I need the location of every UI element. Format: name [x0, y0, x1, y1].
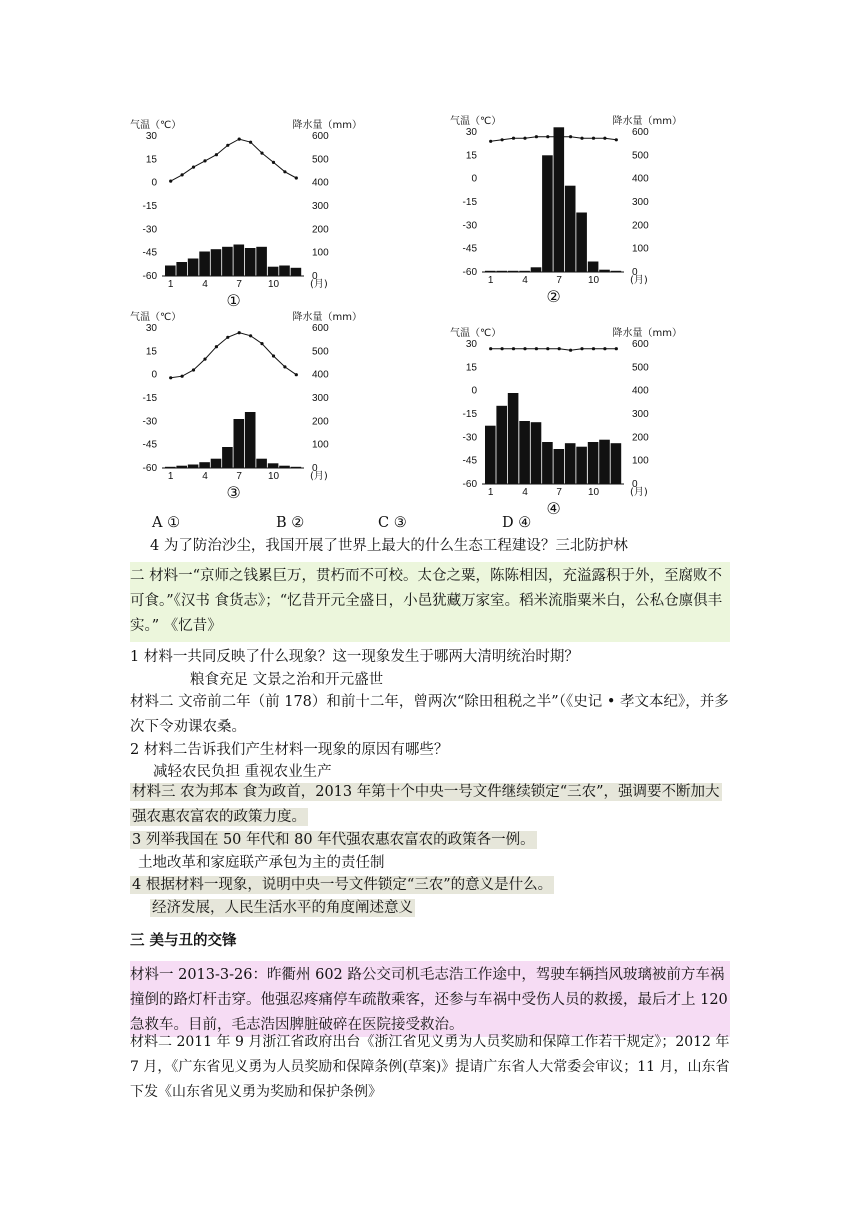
precipitation-tick-label: 100 [312, 439, 329, 451]
month-tick-label: 1 [487, 275, 494, 286]
month-tick-label: 7 [236, 471, 242, 482]
precipitation-bar [268, 463, 279, 468]
precipitation-bar [222, 247, 233, 276]
temperature-point [546, 347, 549, 350]
temperature-point [203, 358, 206, 361]
precipitation-bar [554, 127, 565, 272]
precipitation-axis-title: 降水量（mm） [612, 328, 682, 339]
temperature-point [558, 347, 561, 350]
temperature-point [226, 336, 229, 339]
temperature-tick-label: 30 [145, 131, 157, 142]
precipitation-bar [542, 155, 553, 272]
section2-q4-wrap [130, 873, 554, 898]
temperature-tick-label: -60 [142, 463, 157, 474]
chart-number-label: ④ [546, 499, 561, 516]
temperature-point [283, 170, 286, 173]
temperature-point [569, 349, 572, 352]
temperature-point [603, 347, 606, 350]
precipitation-bar [268, 267, 279, 276]
temperature-point [272, 354, 275, 357]
temperature-point [569, 135, 572, 138]
precipitation-tick-label: 500 [312, 346, 329, 358]
section2-a1: 粮食充足 文景之治和开元盛世 [190, 672, 384, 688]
temperature-point [501, 138, 504, 141]
month-unit-label: (月) [630, 487, 648, 498]
precipitation-bar [256, 247, 267, 276]
section2-a4: 经济发展，人民生活水平的角度阐述意义 [152, 900, 413, 916]
temperature-tick-label: -30 [462, 220, 477, 232]
temperature-tick-label: -60 [462, 267, 477, 278]
option-a[interactable]: A ① [152, 515, 181, 531]
section2-q2: 2 材料二告诉我们产生材料一现象的原因有哪些？ [130, 742, 449, 758]
temperature-point [249, 334, 252, 337]
chart-svg [450, 114, 690, 304]
precipitation-tick-label: 400 [632, 173, 649, 185]
option-b[interactable]: B ② [276, 515, 305, 531]
section2-a3: 土地改革和家庭联产承包为主的责任制 [138, 855, 385, 871]
temperature-point [558, 135, 561, 138]
temperature-tick-label: 0 [471, 385, 477, 397]
temperature-tick-label: -15 [142, 393, 157, 404]
precipitation-tick-label: 100 [632, 455, 649, 467]
temperature-tick-label: 0 [151, 369, 157, 381]
section2-material1: 二 材料一“京师之钱累巨万，贯朽而不可校。太仓之粟，陈陈相因，充溢露积于外，至腐败不可食。”《汉书 食货志》；“忆昔开元全盛日，小邑犹藏万家室。稻米流脂粟米白，公私仓廪俱丰实。” 《忆昔》 [130, 562, 730, 642]
temperature-point [181, 375, 184, 378]
temperature-tick-label: -45 [142, 439, 157, 451]
precipitation-tick-label: 200 [312, 416, 329, 428]
month-tick-label: 4 [202, 279, 208, 290]
section2-q1: 1 材料一共同反映了什么现象？这一现象发生于哪两大清明统治时期？ [130, 649, 579, 665]
temperature-point [215, 153, 218, 156]
temperature-curve [171, 333, 297, 378]
precipitation-bar [519, 421, 530, 484]
precipitation-tick-label: 100 [632, 243, 649, 255]
month-tick-label: 10 [587, 275, 600, 286]
temperature-point [523, 137, 526, 140]
precipitation-bar [554, 449, 565, 484]
temperature-point [501, 347, 504, 350]
precipitation-bar [588, 262, 599, 273]
temperature-tick-label: -30 [142, 416, 157, 428]
temperature-point [295, 176, 298, 179]
temperature-point [603, 137, 606, 140]
precipitation-bar [211, 459, 222, 468]
precipitation-axis-title: 降水量（mm） [292, 120, 362, 131]
precipitation-tick-label: 200 [312, 224, 329, 236]
option-d[interactable]: D ④ [502, 515, 532, 531]
precipitation-bar [565, 443, 576, 484]
temperature-point [535, 347, 538, 350]
temperature-point [512, 137, 515, 140]
temperature-point [592, 347, 595, 350]
temperature-point [615, 347, 618, 350]
climate-chart-2 [450, 114, 690, 304]
precipitation-bar [576, 213, 587, 273]
precipitation-tick-label: 400 [312, 177, 329, 189]
chart-number-label: ③ [226, 483, 241, 500]
precipitation-bar [222, 447, 233, 468]
month-tick-label: 7 [236, 279, 242, 290]
temperature-point [489, 140, 492, 143]
precipitation-tick-label: 600 [632, 127, 649, 138]
temperature-point [260, 342, 263, 345]
section2-material3-text: 材料三 农为邦本 食为政首，2013 年第十个中央一号文件继续锁定“三农”，强调要不断加大强农惠农富农的政策力度。 [132, 784, 720, 825]
temperature-point [226, 144, 229, 147]
precipitation-bar [588, 442, 599, 484]
temperature-tick-label: 30 [465, 339, 477, 350]
temperature-axis-title: 气温（℃） [450, 116, 502, 127]
temperature-point [203, 159, 206, 162]
temperature-axis-title: 气温（℃） [130, 120, 182, 131]
temperature-tick-label: -15 [142, 201, 157, 212]
climate-chart-1 [130, 118, 370, 308]
temperature-tick-label: 15 [465, 150, 477, 162]
temperature-point [169, 180, 172, 183]
section2-q4: 4 根据材料一现象，说明中央一号文件锁定“三农”的意义是什么。 [132, 877, 553, 893]
precipitation-bar [542, 442, 553, 484]
temperature-point [249, 141, 252, 144]
precipitation-bar [188, 259, 199, 277]
precipitation-bar [245, 248, 256, 276]
climate-chart-4 [450, 326, 690, 516]
climate-chart-3 [130, 310, 370, 500]
precipitation-tick-label: 400 [632, 385, 649, 397]
precipitation-bar [165, 266, 176, 277]
precipitation-bar [508, 393, 519, 484]
temperature-point [580, 137, 583, 140]
temperature-tick-label: -45 [142, 247, 157, 259]
chart-svg [450, 326, 690, 516]
precipitation-tick-label: 500 [312, 154, 329, 166]
chart-svg [130, 118, 370, 308]
temperature-tick-label: -60 [142, 271, 157, 282]
month-tick-label: 10 [267, 471, 280, 482]
precipitation-bar [199, 252, 210, 277]
precipitation-tick-label: 100 [312, 247, 329, 259]
chart-number-label: ① [226, 291, 241, 308]
temperature-tick-label: 15 [145, 154, 157, 166]
section2-a2: 减轻农民负担 重视农业生产 [153, 764, 332, 780]
month-tick-label: 7 [556, 275, 562, 286]
temperature-tick-label: -45 [462, 455, 477, 467]
section2-material3 [130, 780, 730, 830]
precipitation-bar [199, 462, 210, 468]
temperature-point [238, 138, 241, 141]
precipitation-bar [496, 406, 507, 484]
precipitation-tick-label: 0 [632, 267, 638, 278]
month-tick-label: 10 [267, 279, 280, 290]
precipitation-axis-title: 降水量（mm） [612, 116, 682, 127]
temperature-tick-label: -15 [462, 197, 477, 208]
option-c[interactable]: C ③ [378, 515, 407, 531]
month-tick-label: 7 [556, 487, 562, 498]
section2-q3-wrap [130, 828, 537, 853]
temperature-point [169, 376, 172, 379]
month-tick-label: 1 [167, 279, 174, 290]
month-unit-label: (月) [310, 279, 328, 290]
chart-svg [130, 310, 370, 500]
temperature-point [546, 135, 549, 138]
precipitation-bar [576, 447, 587, 484]
precipitation-bar [599, 440, 610, 484]
temperature-point [192, 368, 195, 371]
precipitation-bar [256, 459, 267, 468]
temperature-tick-label: 30 [145, 323, 157, 334]
chart-number-label: ② [546, 287, 561, 304]
temperature-point [238, 331, 241, 334]
temperature-tick-label: -15 [462, 409, 477, 420]
temperature-tick-label: -30 [142, 224, 157, 236]
section3-material2: 材料二 2011 年 9 月浙江省政府出台《浙江省见义勇为人员奖励和保障工作若干规定》；2012 年 7 月，《广东省见义勇为人员奖励和保障条例(草案)》提请广东省人大常委会审议；11 月，山东省下发《山东省见义勇为奖励和保护条例》 [130, 1034, 730, 1100]
precipitation-tick-label: 300 [312, 393, 329, 404]
temperature-point [489, 347, 492, 350]
precipitation-tick-label: 500 [632, 362, 649, 374]
precipitation-bar [531, 422, 542, 484]
precipitation-tick-label: 600 [632, 339, 649, 350]
temperature-axis-title: 气温（℃） [450, 328, 502, 339]
section2-q3: 3 列举我国在 50 年代和 80 年代强农惠农富农的政策各一例。 [132, 832, 535, 848]
temperature-point [215, 345, 218, 348]
temperature-point [512, 347, 515, 350]
precipitation-bar [565, 186, 576, 272]
precipitation-bar [291, 268, 302, 276]
temperature-tick-label: 15 [145, 346, 157, 358]
temperature-tick-label: 30 [465, 127, 477, 138]
precipitation-bar [188, 465, 199, 469]
precipitation-bar [245, 412, 256, 468]
temperature-curve [491, 349, 617, 351]
precipitation-axis-title: 降水量（mm） [292, 312, 362, 323]
temperature-point [523, 347, 526, 350]
temperature-tick-label: 0 [151, 177, 157, 189]
precipitation-bar [485, 426, 496, 484]
temperature-tick-label: 15 [465, 362, 477, 374]
precipitation-bar [611, 443, 622, 484]
precipitation-tick-label: 500 [632, 150, 649, 162]
precipitation-bar [531, 267, 542, 272]
section3-heading: 三 美与丑的交锋 [130, 933, 237, 949]
month-tick-label: 4 [522, 275, 528, 286]
temperature-point [192, 166, 195, 169]
precipitation-tick-label: 600 [312, 323, 329, 334]
month-tick-label: 10 [587, 487, 600, 498]
precipitation-tick-label: 0 [312, 271, 318, 282]
precipitation-bar [279, 266, 290, 277]
precipitation-tick-label: 0 [632, 479, 638, 490]
precipitation-bar [234, 419, 245, 468]
temperature-point [580, 347, 583, 350]
month-unit-label: (月) [310, 471, 328, 482]
precipitation-tick-label: 300 [312, 201, 329, 212]
month-tick-label: 1 [167, 471, 174, 482]
precipitation-bar [234, 245, 245, 277]
temperature-axis-title: 气温（℃） [130, 312, 182, 323]
question-4-line: 4 为了防治沙尘，我国开展了世界上最大的什么生态工程建设？三北防护林 [150, 538, 628, 554]
month-unit-label: (月) [630, 275, 648, 286]
month-tick-label: 1 [487, 487, 494, 498]
month-tick-label: 4 [522, 487, 528, 498]
precipitation-tick-label: 400 [312, 369, 329, 381]
temperature-point [615, 138, 618, 141]
temperature-point [283, 365, 286, 368]
temperature-point [181, 173, 184, 176]
temperature-tick-label: -30 [462, 432, 477, 444]
precipitation-tick-label: 200 [632, 432, 649, 444]
precipitation-tick-label: 600 [312, 131, 329, 142]
temperature-point [592, 137, 595, 140]
temperature-tick-label: -45 [462, 243, 477, 255]
section2-a4-wrap [150, 896, 415, 921]
precipitation-tick-label: 0 [312, 463, 318, 474]
temperature-tick-label: -60 [462, 479, 477, 490]
temperature-point [272, 161, 275, 164]
temperature-tick-label: 0 [471, 173, 477, 185]
precipitation-tick-label: 300 [632, 409, 649, 420]
section3-material1: 材料一 2013-3-26：昨衢州 602 路公交司机毛志浩工作途中，驾驶车辆挡风玻璃被前方车祸撞倒的路灯杆击穿。他强忍疼痛停车疏散乘客，还参与车祸中受伤人员的救援，最后才上 120 急救车。目前，毛志浩因脾脏破碎在医院接受救治。 [130, 961, 730, 1037]
precipitation-tick-label: 300 [632, 197, 649, 208]
temperature-curve [171, 139, 297, 181]
precipitation-bar [176, 262, 187, 276]
temperature-point [535, 135, 538, 138]
section2-material2: 材料二 文帝前二年（前 178）和前十二年，曾两次“除田租税之半”（《史记 • 孝文本纪》，并多次下令劝课农桑。 [130, 694, 729, 735]
precipitation-bar [211, 249, 222, 276]
temperature-point [295, 373, 298, 376]
precipitation-tick-label: 200 [632, 220, 649, 232]
month-tick-label: 4 [202, 471, 208, 482]
temperature-point [260, 152, 263, 155]
